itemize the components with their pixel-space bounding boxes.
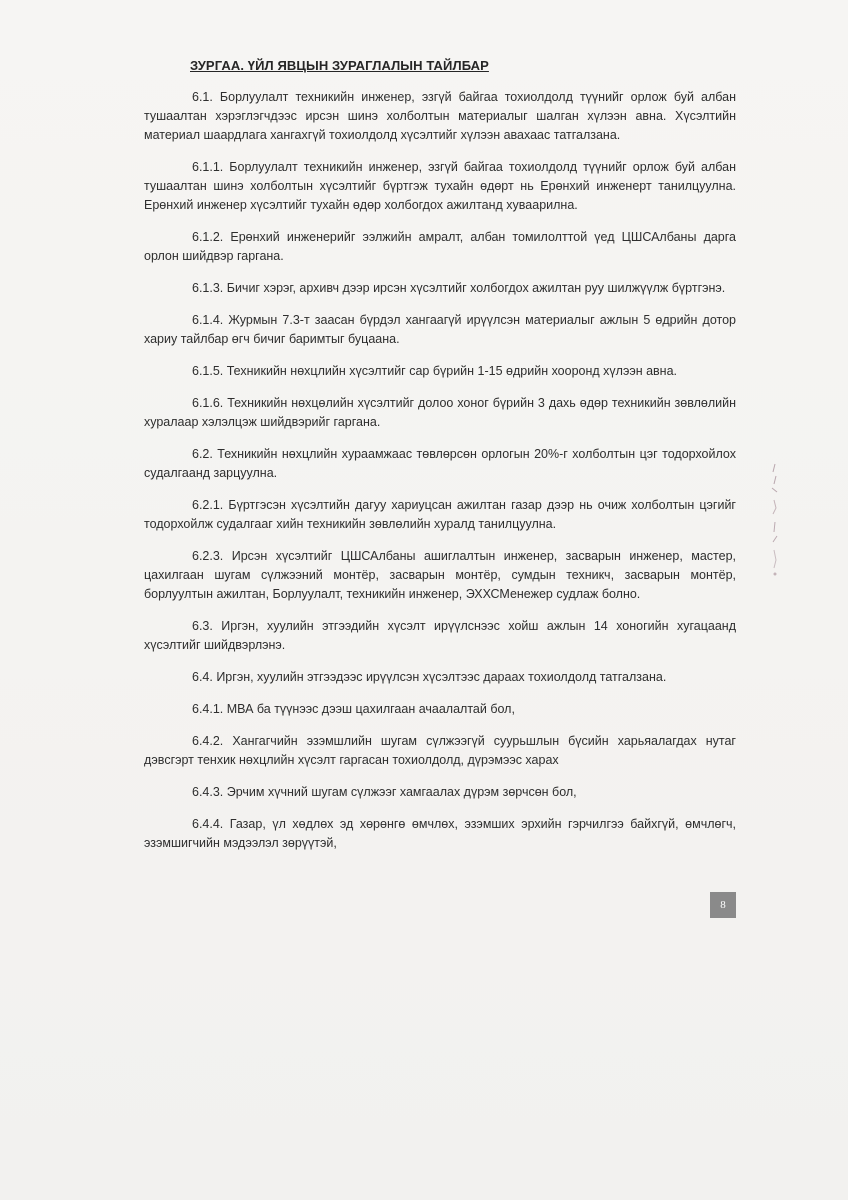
- paragraph-6-4-1: 6.4.1. МВА ба түүнээс дээш цахилгаан ачаалалтай бол,: [192, 702, 515, 716]
- paragraph-6-2: 6.2. Техникийн нөхцлийн хураамжаас төвлөрсөн орлогын 20%-г холболтын цэг тодорхойлох судалгаанд зарцуулна.: [144, 447, 736, 480]
- paragraph-6-1-5: 6.1.5. Техникийн нөхцлийн хүсэлтийг сар бүрийн 1-15 өдрийн хооронд хүлээн авна.: [192, 364, 678, 378]
- section-heading: ЗУРГАА. ҮЙЛ ЯВЦЫН ЗУРАГЛАЛЫН ТАЙЛБАР: [190, 58, 489, 73]
- document-body: [144, 88, 736, 853]
- paragraph-6-4: 6.4. Иргэн, хуулийн этгээдээс ирүүлсэн хүсэлтээс дараах тохиолдолд татгалзана.: [192, 670, 667, 684]
- paragraph-6-1-2: 6.1.2. Ерөнхий инженерийг ээлжийн амралт, албан томилолттой үед ЦШСАлбаны дарга орлон шийдвэр гаргана.: [144, 230, 736, 263]
- paragraph-6-1-4: 6.1.4. Журмын 7.3-т заасан бүрдэл хангаагүй ирүүлсэн материалыг ажлын 5 өдрийн дотор хариу тайлбар өгч бичиг баримтыг буцаана.: [144, 313, 736, 346]
- paragraph-6-4-2: 6.4.2. Хангагчийн эзэмшлийн шугам сүлжээгүй суурьшлын бүсийн харьяалагдах нутаг дэвсгэрт тенхик нөхцлийн хүсэлт гаргасан тохиолдолд, дүрэмээс харах: [144, 734, 736, 767]
- page-number-badge: 8: [710, 892, 736, 918]
- paragraph-6-1-3: 6.1.3. Бичиг хэрэг, архивч дээр ирсэн хүсэлтийг холбогдох ажилтан руу шилжүүлж бүртгэнэ.: [192, 281, 726, 295]
- paragraph-6-4-3: 6.4.3. Эрчим хүчний шугам сүлжээг хамгаалах дүрэм зөрчсөн бол,: [192, 785, 577, 799]
- paragraph-6-1-6: 6.1.6. Техникийн нөхцөлийн хүсэлтийг долоо хоног бүрийн 3 дахь өдөр техникийн зөвлөлийн хуралаар хэлэлцэж шийдвэрийг гаргана.: [144, 396, 736, 429]
- paragraph-6-2-1: 6.2.1. Бүртгэсэн хүсэлтийн дагуу хариуцсан ажилтан газар дээр нь очиж холболтын цэгийг тодорхойлж судалгааг хийн техникийн зөвлөлийн хуралд танилцуулна.: [144, 498, 736, 531]
- paragraph-6-3: 6.3. Иргэн, хуулийн этгээдийн хүсэлт ирүүлснээс хойш ажлын 14 хоногийн хугацаанд хүсэлтийг шийдвэрлэнэ.: [144, 619, 736, 652]
- margin-handwritten-mark: [764, 462, 786, 582]
- paragraph-6-4-4: 6.4.4. Газар, үл хөдлөх эд хөрөнгө өмчлөх, эзэмших эрхийн гэрчилгээ байхгүй, өмчлөгч, эзэмшигчийн мэдээлэл зөрүүтэй,: [144, 817, 736, 850]
- paragraph-6-1: 6.1. Борлуулалт техникийн инженер, эзгүй байгаа тохиолдолд түүнийг орлож буй албан тушаалтан хэрэглэгчдээс ирсэн шинэ холболтын материалыг шалган хүлээн авна. Хүсэлтийн материал шаардлага хангахгүй тохиолдолд хүсэлтийг хүлээн авахаас татгалзана.: [144, 90, 736, 142]
- paragraph-6-1-1: 6.1.1. Борлуулалт техникийн инженер, эзгүй байгаа тохиолдолд түүнийг орлож буй албан тушаалтан шинэ холболтын хүсэлтийг бүртгэж тухайн өдөрт нь Ерөнхий инженерт танилцуулна. Ерөнхий инженер хүсэлтийг тухайн өдөр холбогдох ажилтанд хуваарилна.: [144, 160, 736, 212]
- paragraph-6-2-3: 6.2.3. Ирсэн хүсэлтийг ЦШСАлбаны ашиглалтын инженер, засварын инженер, мастер, цахилгаан шугам сүлжээний монтёр, засварын монтёр, сумдын техникч, засварын монтёр, борлуултын ажилтан, Борлуулалт, техникийн инженер, ЭХХСМенежер судлаж болно.: [144, 549, 736, 601]
